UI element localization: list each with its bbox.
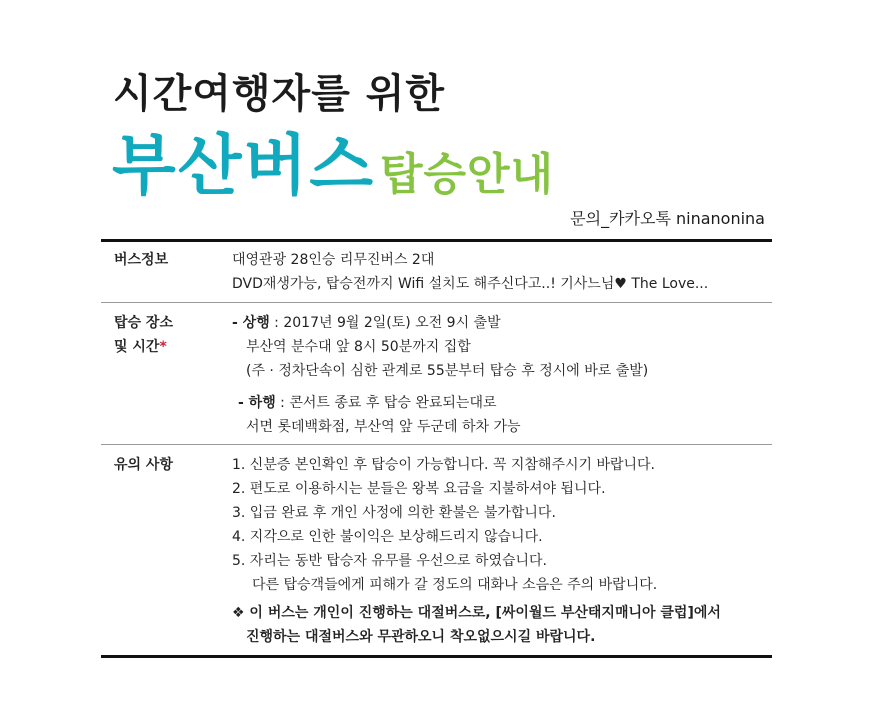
down-prefix: - 하행 (238, 395, 276, 411)
table-bottom-rule (101, 655, 772, 658)
boarding-content (232, 311, 648, 439)
up-line-3: (주 · 정차단속이 심한 관계로 55분부터 탑승 후 정시에 바로 출발) (246, 363, 649, 379)
up-line (232, 311, 648, 335)
bus-info-content (232, 248, 708, 296)
section-divider (101, 444, 772, 445)
boarding-label-text: 및 시간 (114, 339, 160, 355)
down-line-2: 서면 롯데백화점, 부산역 앞 두군데 하차 가능 (246, 419, 521, 435)
note-item: 5. 자리는 동반 탑승자 유무를 우선으로 하였습니다. (232, 553, 547, 569)
note-item: 2. 편도로 이용하시는 분들은 왕복 요금을 지불하셔야 됩니다. (232, 481, 606, 497)
page-title-suffix: 탑승안내 (380, 149, 555, 200)
notes-content (232, 453, 721, 649)
bus-info-line: DVD재생가능, 탑승전까지 Wifi 설치도 해주신다고..! 기사느님♥ The Love... (232, 276, 709, 292)
up-text: : 2017년 9월 2일(토) 오전 9시 출발 (269, 315, 501, 331)
notice-line: ❖ 이 버스는 개인이 진행하는 대절버스로, [싸이월드 부산태지매니아 클럽]에서 (232, 605, 721, 621)
contact-info: 문의_카카오톡 ninanonina (570, 209, 765, 228)
section-divider (101, 302, 772, 303)
notice-line-2: 진행하는 대절버스와 무관하오니 착오없으시길 바랍니다. (246, 629, 596, 645)
table-top-rule (101, 239, 772, 242)
boarding-label-line1: 탑승 장소 (114, 315, 173, 331)
bus-info-line: 대영관광 28인승 리무진버스 2대 (232, 252, 435, 268)
notes-label: 유의 사항 (114, 457, 173, 473)
required-mark: * (159, 339, 167, 355)
page-title: 부산버스 (112, 127, 376, 204)
note-item: 3. 입금 완료 후 개인 사정에 의한 환불은 불가합니다. (232, 505, 556, 521)
down-line (232, 391, 648, 415)
page-subtitle: 시간여행자를 위한 (113, 71, 446, 117)
up-line-2: 부산역 분수대 앞 8시 50분까지 집합 (246, 339, 471, 355)
up-prefix: - 상행 (232, 315, 270, 331)
boarding-label (114, 311, 173, 359)
down-text: : 콘서트 종료 후 탑승 완료되는대로 (275, 395, 497, 411)
bus-info-label: 버스정보 (114, 252, 169, 268)
note-item: 다른 탑승객들에게 피해가 갈 정도의 대화나 소음은 주의 바랍니다. (252, 577, 658, 593)
boarding-label-line2 (114, 335, 173, 359)
note-item: 1. 신분증 본인확인 후 탑승이 가능합니다. 꼭 지참해주시기 바랍니다. (232, 457, 656, 473)
note-item: 4. 지각으로 인한 불이익은 보상해드리지 않습니다. (232, 529, 543, 545)
